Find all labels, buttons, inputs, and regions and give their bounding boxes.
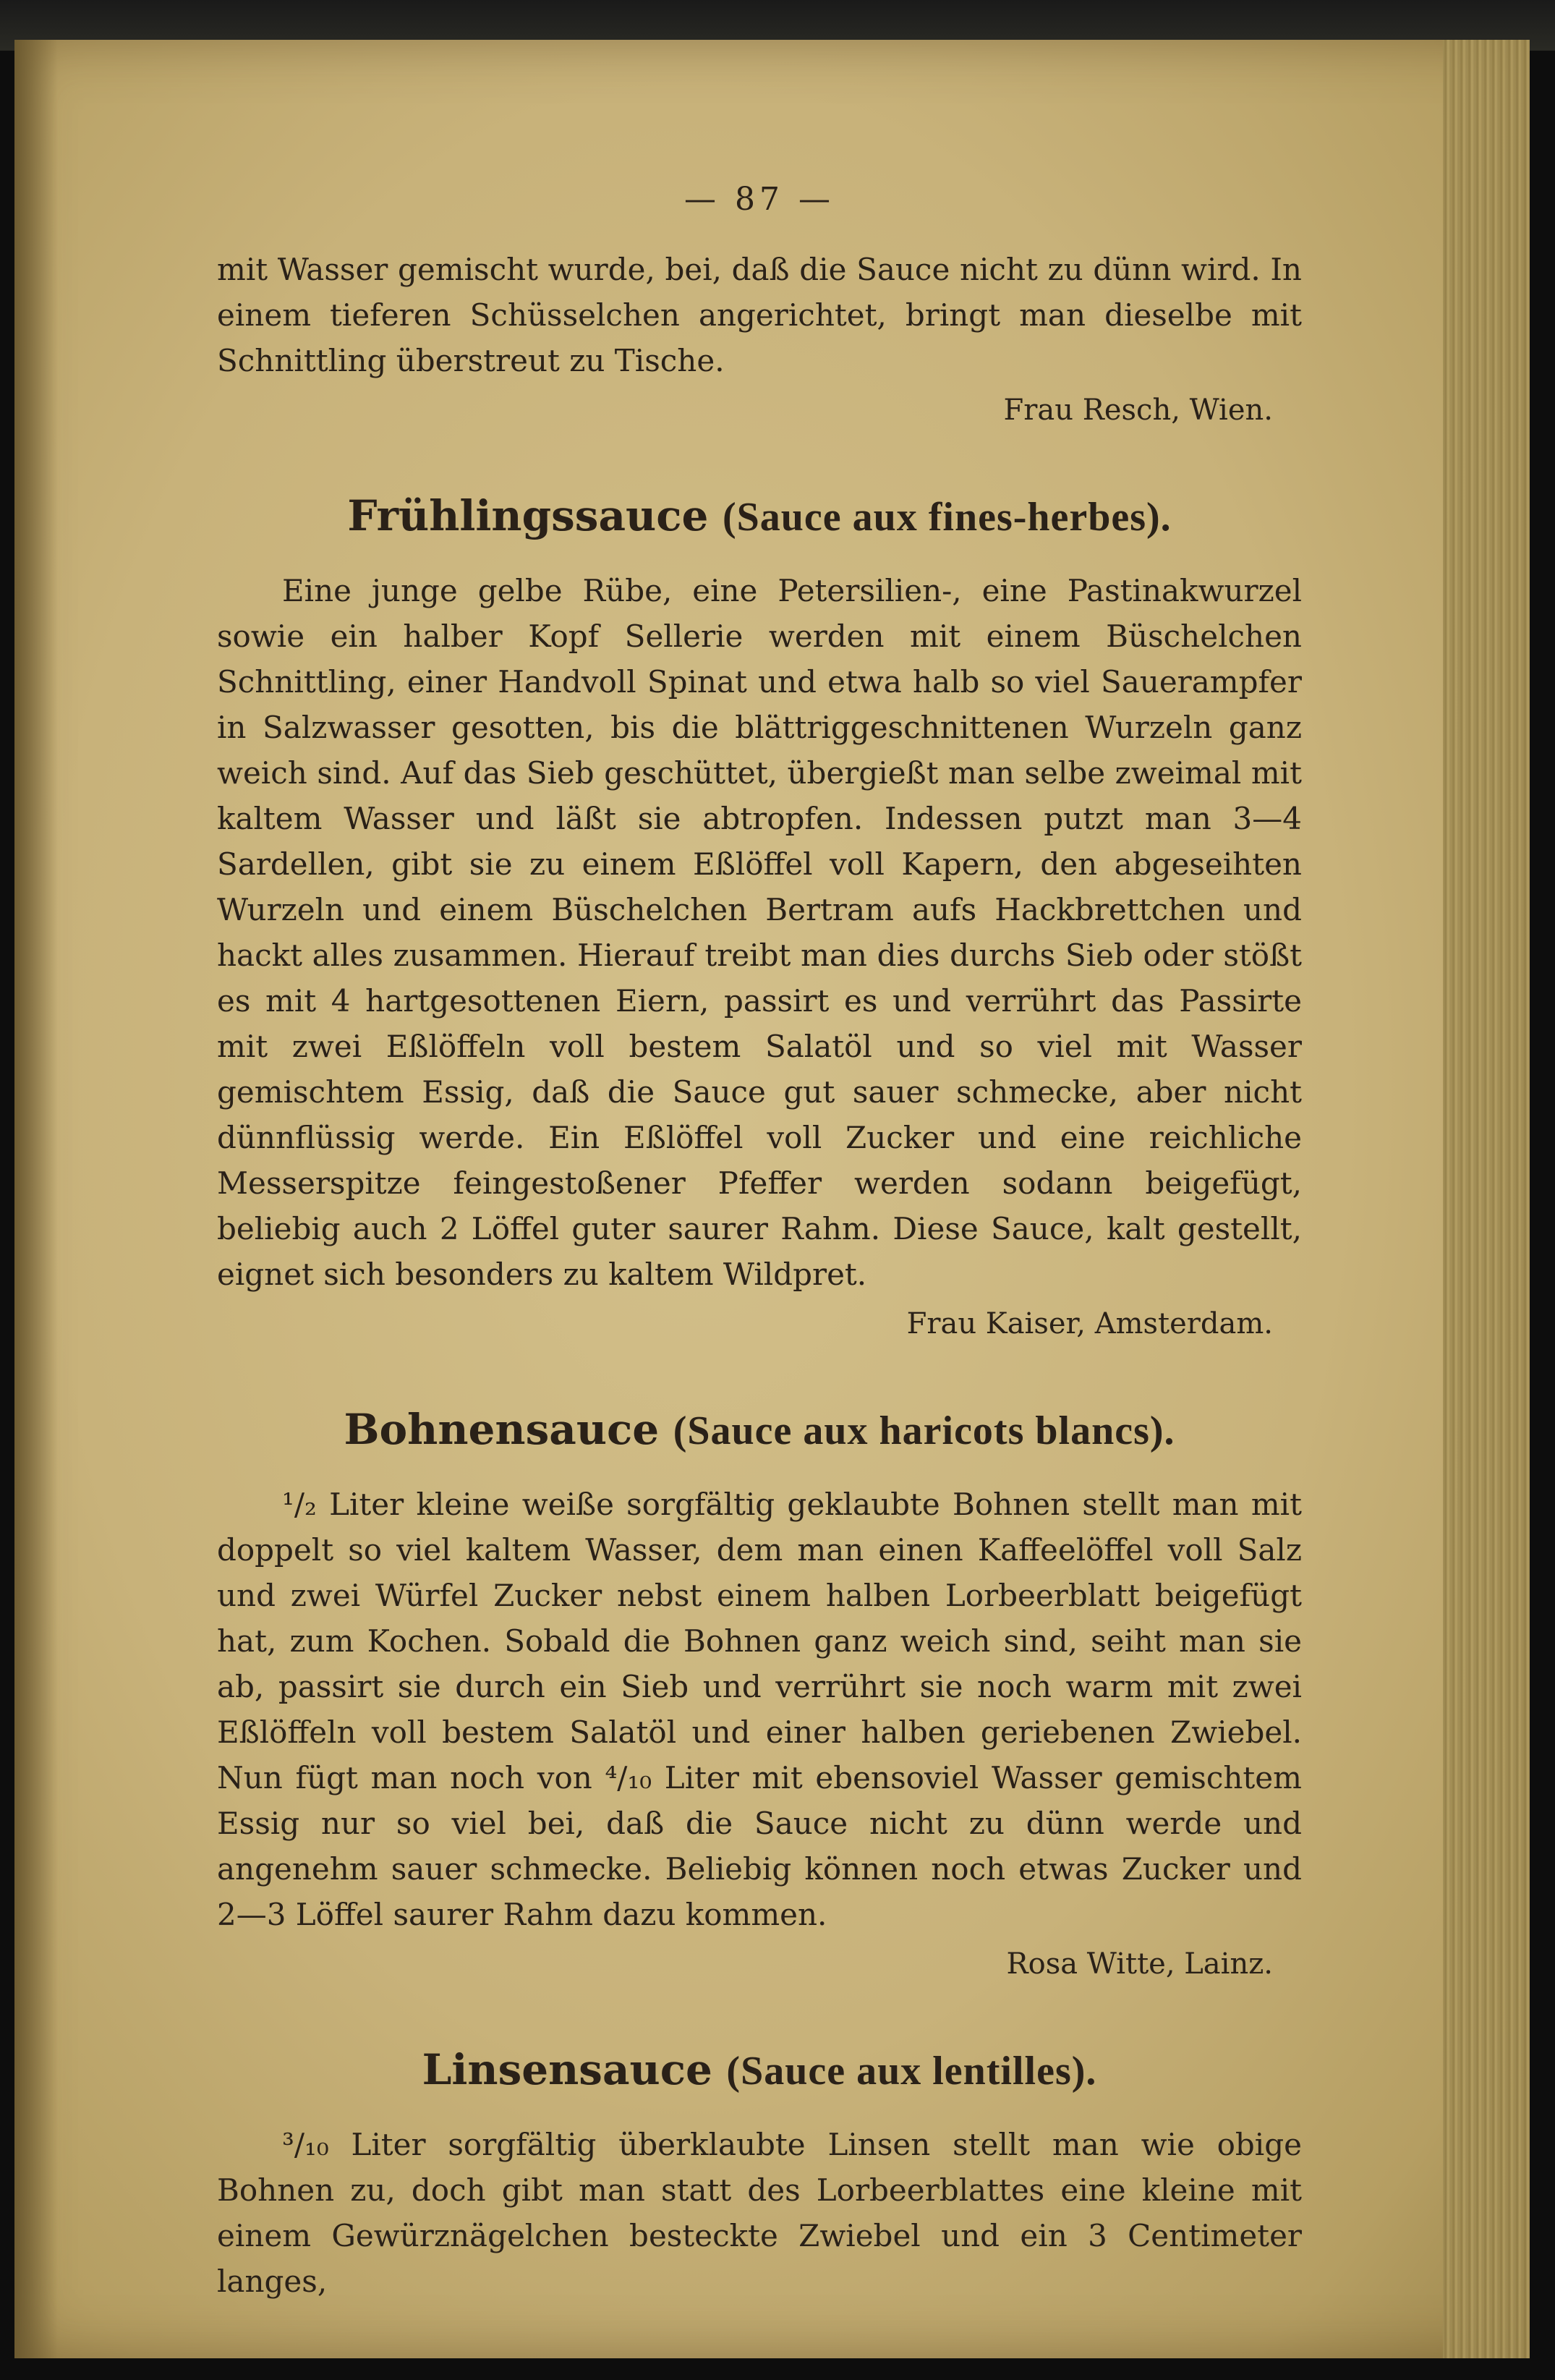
recipe-heading bbox=[217, 487, 1302, 546]
recipe-heading bbox=[217, 2041, 1302, 2100]
recipe-title-german: Linsensauce bbox=[422, 2045, 712, 2094]
recipe-body: ¹/₂ Liter kleine weiße sorgfältig geklaubte Bohnen stellt man mit doppelt so viel kaltem Wasser, dem man einen Kaffeelöffel voll Salz und zwei Würfel Zucker nebst einem halben Lorbeerblatt beigefügt hat, zum Kochen. Sobald die Bohnen ganz weich sind, seiht man sie ab, passirt sie durch ein Sieb und verrührt sie noch warm mit zwei Eßlöffeln voll bestem Salatöl und einer halben geriebenen Zwiebel. Nun fügt man noch von ⁴/₁₀ Liter mit ebensoviel Wasser gemischtem Essig nur so viel bei, daß die Sauce nicht zu dünn werde und angenehm sauer schmecke. Beliebig können noch etwas Zucker und 2—3 Löffel saurer Rahm dazu kommen. bbox=[217, 1487, 1302, 1932]
recipe-body: Eine junge gelbe Rübe, eine Petersilien-, eine Pastinakwurzel sowie ein halber Kopf Sellerie werden mit einem Büschelchen Schnittling, einer Handvoll Spinat und etwa halb so viel Sauerampfer in Salzwasser gesotten, bis die blättriggeschnittenen Wurzeln ganz weich sind. Auf das Sieb geschüttet, übergießt man selbe zweimal mit kaltem Wasser und läßt sie abtropfen. Indessen putzt man 3—4 Sardellen, gibt sie zu einem Eßlöffel voll Kapern, den abgeseihten Wurzeln und einem Büschelchen Bertram aufs Hackbrettchen und hackt alles zusammen. Hierauf treibt man dies durchs Sieb oder stößt es mit 4 hartgesottenen Eiern, passirt es und verrührt das Passirte mit zwei Eßlöffeln voll bestem Salatöl und so viel mit Wasser gemischtem Essig, daß die Sauce gut sauer schmecke, aber nicht dünnflüssig werde. Ein Eßlöffel voll Zucker und eine reichliche Messerspitze feingestoßener Pfeffer werden sodann beigefügt, beliebig auch 2 Löffel guter saurer Rahm. Diese Sauce, kalt gestellt, eignet sich besonders zu kaltem Wildpret. bbox=[217, 573, 1302, 1292]
page-content bbox=[217, 181, 1302, 2304]
intro-paragraph: mit Wasser gemischt wurde, bei, daß die Sauce nicht zu dünn wird. In einem tieferen Schüsselchen angerichtet, bringt man dieselbe mit Schnittling überstreut zu Tische. bbox=[217, 252, 1302, 378]
recipe-bohnensauce bbox=[217, 1401, 1302, 1986]
intro-author: Frau Resch, Wien. bbox=[1003, 394, 1273, 427]
page-edge-stack bbox=[1443, 40, 1530, 2358]
recipe-heading bbox=[217, 1401, 1302, 1460]
recipe-author: Rosa Witte, Lainz. bbox=[1006, 1947, 1273, 1981]
recipe-title-german: Bohnensauce bbox=[344, 1405, 660, 1454]
recipe-author: Frau Kaiser, Amsterdam. bbox=[906, 1307, 1273, 1340]
recipe-title-french: (Sauce aux fines-herbes). bbox=[722, 495, 1172, 540]
recipe-title-german: Frühlingssauce bbox=[347, 491, 709, 540]
recipe-linsensauce bbox=[217, 2041, 1302, 2304]
recipe-body: ³/₁₀ Liter sorgfältig überklaubte Linsen stellt man wie obige Bohnen zu, doch gibt man statt des Lorbeerblattes eine kleine mit einem Gewürznägelchen besteckte Zwiebel und ein 3 Centimeter langes, bbox=[217, 2127, 1302, 2299]
page-gutter-shadow bbox=[14, 40, 58, 2358]
page-number: — 87 — bbox=[684, 181, 835, 218]
recipe-fruehlingssauce bbox=[217, 487, 1302, 1346]
recipe-title-french: (Sauce aux haricots blancs). bbox=[673, 1408, 1175, 1453]
recipe-title-french: (Sauce aux lentilles). bbox=[726, 2049, 1097, 2094]
